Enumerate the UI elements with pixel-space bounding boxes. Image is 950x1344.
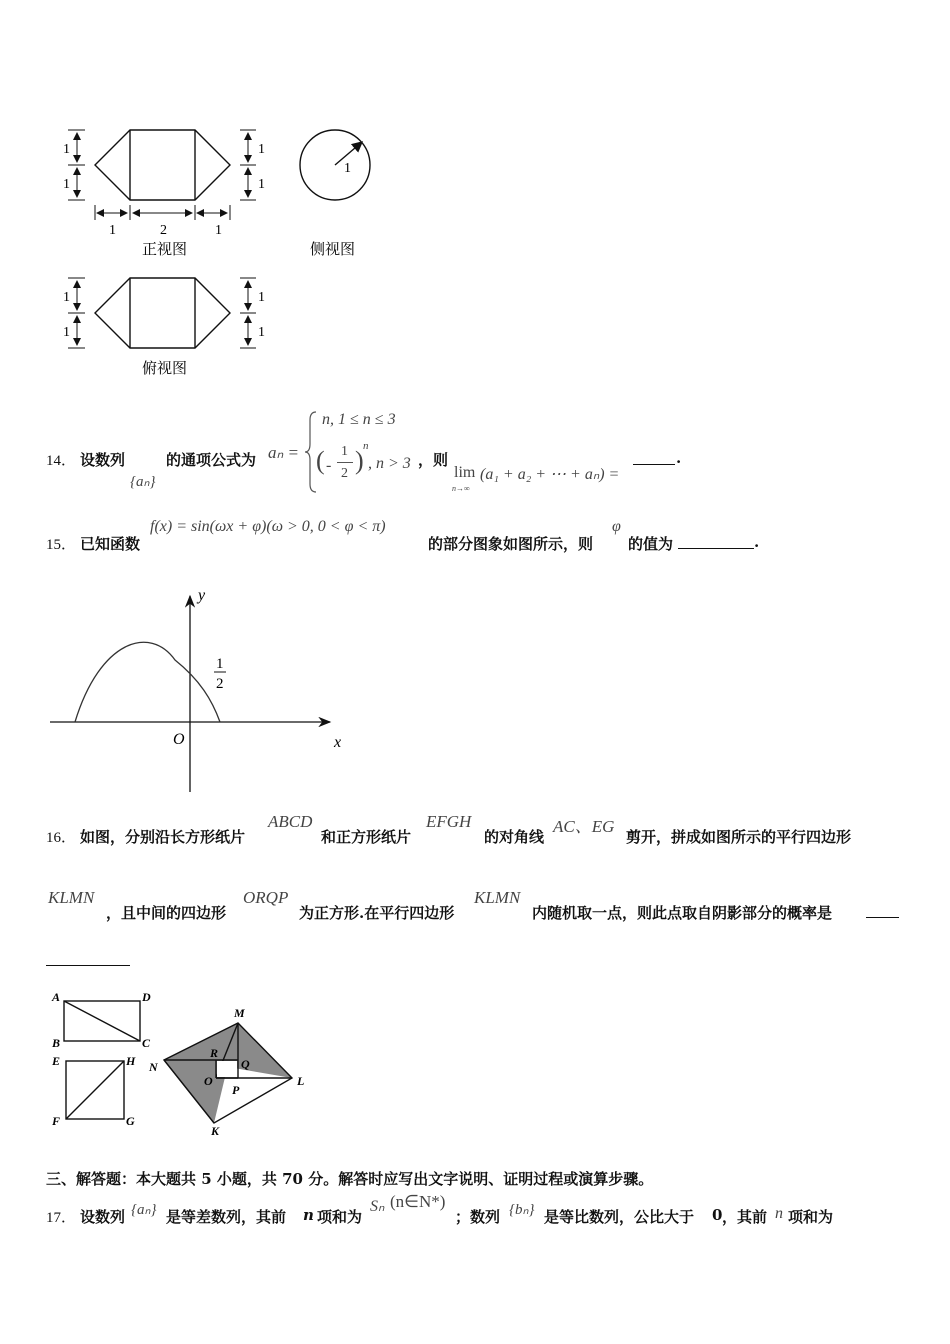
diagonal-ac — [64, 1001, 140, 1041]
paren: ( — [316, 446, 325, 475]
question-text: 设数列 — [80, 1208, 126, 1226]
dim-label: 1 — [258, 177, 265, 192]
question-text: ，则 — [418, 451, 449, 469]
label-F: F — [52, 1114, 61, 1128]
question-text: 的部分图象如图所示，则 — [428, 535, 594, 553]
label-P: P — [232, 1083, 240, 1097]
case-two-condition: , n > 3 — [368, 455, 411, 472]
question-text: ，且中间的四边形 — [106, 904, 227, 922]
paren: ) — [355, 446, 364, 475]
square-name: EFGH — [426, 812, 472, 831]
sequence-b: {bₙ} — [509, 1202, 535, 1218]
dim-label: 1 — [63, 325, 70, 340]
sine-graph — [40, 580, 370, 800]
question-text: 的值为 — [628, 535, 674, 553]
dim-label: 1 — [63, 290, 70, 305]
front-right-dimension — [240, 130, 256, 200]
question-text: 为正方形.在平行四边形 — [299, 904, 455, 922]
dim-label: 1 — [215, 223, 222, 238]
formula-lhs: aₙ = — [268, 443, 299, 462]
limit-subscript: n→∞ — [452, 484, 470, 493]
question-text: 内随机取一点，则此点取自阴影部分的概率是 — [532, 904, 833, 922]
answer-blank[interactable] — [866, 903, 899, 918]
top-view-label: 俯视图 — [142, 361, 188, 377]
dim-label: 1 — [258, 142, 265, 157]
period: . — [754, 533, 760, 551]
question-text: 剪开，拼成如图所示的平行四边形 — [626, 828, 852, 846]
label-D: D — [142, 990, 151, 1004]
origin-label: O — [173, 731, 185, 748]
front-left-dimension — [68, 130, 85, 200]
limit-expression: (a₁ + a₂ + ⋯ + aₙ) = — [480, 466, 620, 483]
parallelogram-name: KLMN — [474, 888, 521, 907]
front-bottom-dimension — [95, 205, 230, 220]
dim-label: 1 — [63, 177, 70, 192]
dim-label: 1 — [258, 325, 265, 340]
parallelogram-name: KLMN — [48, 888, 95, 907]
phi-symbol: φ — [612, 518, 621, 535]
y-intercept-denominator: 2 — [216, 676, 224, 692]
fraction-denominator: 2 — [341, 466, 348, 481]
question-number: 15． — [46, 537, 77, 553]
front-view-label: 正视图 — [142, 242, 188, 258]
exponent: n — [363, 440, 369, 452]
label-O: O — [204, 1074, 213, 1088]
paper-cut-figure — [40, 985, 330, 1145]
rect-name: ABCD — [268, 812, 313, 831]
radius-label: 1 — [344, 161, 351, 176]
question-text: 设数列 — [80, 451, 126, 469]
sequence-symbol: {aₙ} — [130, 474, 156, 490]
question-number: 14． — [46, 453, 77, 469]
label-R: R — [210, 1046, 219, 1060]
side-view-label: 侧视图 — [310, 242, 356, 258]
case-one: n, 1 ≤ n ≤ 3 — [322, 411, 396, 428]
label-N: N — [149, 1060, 158, 1074]
variable-n-italic: n — [775, 1205, 783, 1222]
x-axis-label: x — [334, 734, 342, 751]
section-heading: 三、解答题：本大题共 5 小题，共 70 分。解答时应写出文字说明、证明过程或演算步骤。 — [46, 1170, 654, 1188]
label-G: G — [126, 1114, 135, 1128]
question-text: 如图，分别沿长方形纸片 — [80, 828, 246, 846]
function-formula: f(x) = sin(ωx + φ)(ω > 0, 0 < φ < π) — [150, 518, 386, 535]
answer-blank[interactable] — [633, 450, 675, 465]
label-K: K — [211, 1124, 220, 1138]
sine-curve — [75, 642, 220, 722]
label-C: C — [142, 1036, 151, 1050]
variable-n: n — [303, 1206, 314, 1224]
limit-symbol: lim — [454, 464, 476, 481]
dim-label: 1 — [63, 142, 70, 157]
sequence-a: {aₙ} — [131, 1202, 157, 1218]
label-L: L — [297, 1074, 305, 1088]
question-number: 17． — [46, 1210, 77, 1226]
question-number: 16． — [46, 830, 77, 846]
question-text: 的通项公式为 — [166, 451, 257, 469]
center-square — [217, 1061, 237, 1077]
fraction-numerator: 1 — [341, 444, 348, 459]
partial-sum-condition: (n∈N*) — [390, 1192, 446, 1211]
question-text: 已知函数 — [80, 535, 141, 553]
question-text: 项和为 — [788, 1208, 834, 1226]
answer-blank-continued[interactable] — [46, 951, 130, 966]
y-intercept-numerator: 1 — [216, 656, 224, 672]
period: . — [676, 449, 682, 467]
label-M: M — [234, 1006, 245, 1020]
y-axis-label: y — [198, 587, 206, 604]
top-view — [95, 278, 230, 348]
top-left-dimension — [68, 278, 85, 348]
answer-blank[interactable] — [678, 534, 754, 549]
diagonals: AC、EG — [553, 817, 615, 836]
label-E: E — [52, 1054, 61, 1068]
label-A: A — [52, 990, 61, 1004]
fraction-bar — [337, 462, 353, 463]
three-view-figure — [40, 120, 390, 385]
label-Q: Q — [241, 1057, 250, 1071]
dim-label: 1 — [258, 290, 265, 305]
question-text: ，其前 — [722, 1208, 768, 1226]
question-text: 和正方形纸片 — [321, 828, 412, 846]
diagonal-eg — [66, 1061, 124, 1119]
partial-sum: Sₙ — [370, 1198, 385, 1215]
question-text: 是等差数列，其前 — [166, 1208, 287, 1226]
dim-label: 1 — [109, 223, 116, 238]
dim-label: 2 — [160, 223, 167, 238]
square-orqp: ORQP — [243, 888, 289, 907]
number-zero: 0 — [712, 1206, 723, 1224]
label-B: B — [52, 1036, 61, 1050]
side-view — [300, 130, 370, 200]
question-text: 是等比数列，公比大于 — [544, 1208, 695, 1226]
question-text: 项和为 — [317, 1208, 363, 1226]
label-H: H — [126, 1054, 136, 1068]
minus-sign: - — [326, 457, 332, 474]
question-text: ；数列 — [455, 1208, 501, 1226]
question-text: 的对角线 — [484, 828, 545, 846]
top-right-dimension — [240, 278, 256, 348]
front-view — [95, 130, 230, 200]
